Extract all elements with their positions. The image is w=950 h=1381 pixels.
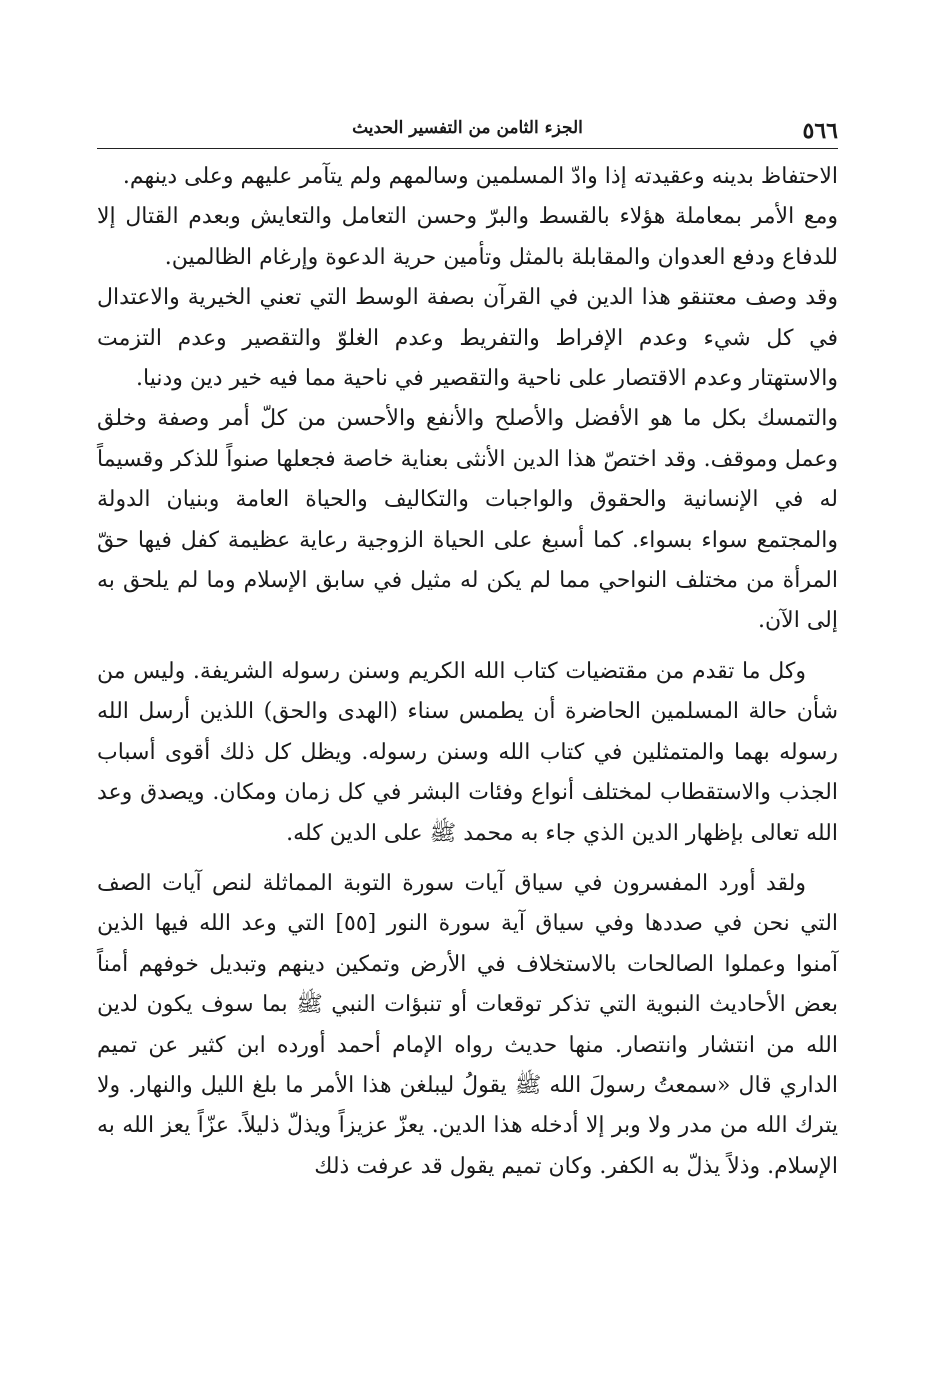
paragraph: الاحتفاظ بدينه وعقيدته إذا وادّ المسلمين وسالمهم ولم يتآمر عليهم وعلى دينهم. [122, 164, 838, 189]
paragraph: ولقد أورد المفسرون في سياق آيات سورة التوبة المماثلة لنص آيات الصف التي نحن في صددها وفي سياق آية سورة النور [٥٥] التي وعد الله فيها الذين آمنوا وعملوا الصالحات بالاستخلاف في الأرض وتمكين دينهم وتبديل خوفهم أمناً بعض الأحاديث النبوية التي تذكر توقعات أو تنبؤات النبي ﷺ بما سوف يكون لدين الله من انتشار وانتصار. منها حديث رواه الإمام أحمد أورده ابن كثير عن تميم الداري قال «سمعتُ رسولَ الله ﷺ يقولُ ليبلغن هذا الأمر ما بلغ الليل والنهار. ولا يترك الله من مدر ولا وبر إلا أدخله هذا الدين. يعزّ عزيزاً ويذلّ ذليلاً. عزّاً يعز الله به الإسلام. وذلاً يذلّ به الكفر. وكان تميم يقول قد عرفت ذلك [97, 870, 839, 1179]
paragraph: وكل ما تقدم من مقتضيات كتاب الله الكريم وسنن رسوله الشريفة. وليس من شأن حالة المسلمين الحاضرة أن يطمس سناء (الهدى والحق) اللذين أرسل الله رسوله بهما والمتمثلين في كتاب الله وسنن رسوله. ويظل كل ذلك أقوى أسباب الجذب والاستقطاب لمختلف أنواع وفئات البشر في كل زمان ومكان. ويصدق وعد الله تعالى بإظهار الدين الذي جاء به محمد ﷺ على الدين كله. [97, 658, 838, 846]
page-header [97, 112, 838, 149]
book-page [97, 112, 838, 1187]
paragraph: ومع الأمر بمعاملة هؤلاء بالقسط والبرّ وحسن التعامل والتعايش وبعدم القتال إلا للدفاع ودفع العدوان والمقابلة بالمثل وتأمين حرية الدعوة وإرغام الظالمين. [97, 204, 838, 270]
page-number: ٥٦٦ [802, 118, 838, 144]
paragraph: وقد وصف معتنقو هذا الدين في القرآن بصفة الوسط التي تعني الخيرية والاعتدال في كل شيء وعدم الإفراط والتفريط وعدم الغلوّ والتقصير وعدم التزمت والاستهتار وعدم الاقتصار على ناحية والتقصير في ناحية مما فيه خير دين ودنيا. [97, 285, 838, 392]
running-title: الجزء الثامن من التفسير الحديث [352, 118, 583, 138]
paragraph: والتمسك بكل ما هو الأفضل والأصلح والأنفع والأحسن من كلّ أمر وصفة وخلق وعمل وموقف. وقد اختصّ هذا الدين الأنثى بعناية خاصة فجعلها صنواً للذكر وقسيماً له في الإنسانية والحقوق والواجبات والتكاليف والحياة العامة وبنيان الدولة والمجتمع سواء بسواء. كما أسبغ على الحياة الزوجية رعاية عظيمة كفل فيها حقّ المرأة من مختلف النواحي مما لم يكن له مثيل في سابق الإسلام وما لم يلحق به إلى الآن. [97, 406, 838, 634]
page-body [97, 157, 838, 1187]
